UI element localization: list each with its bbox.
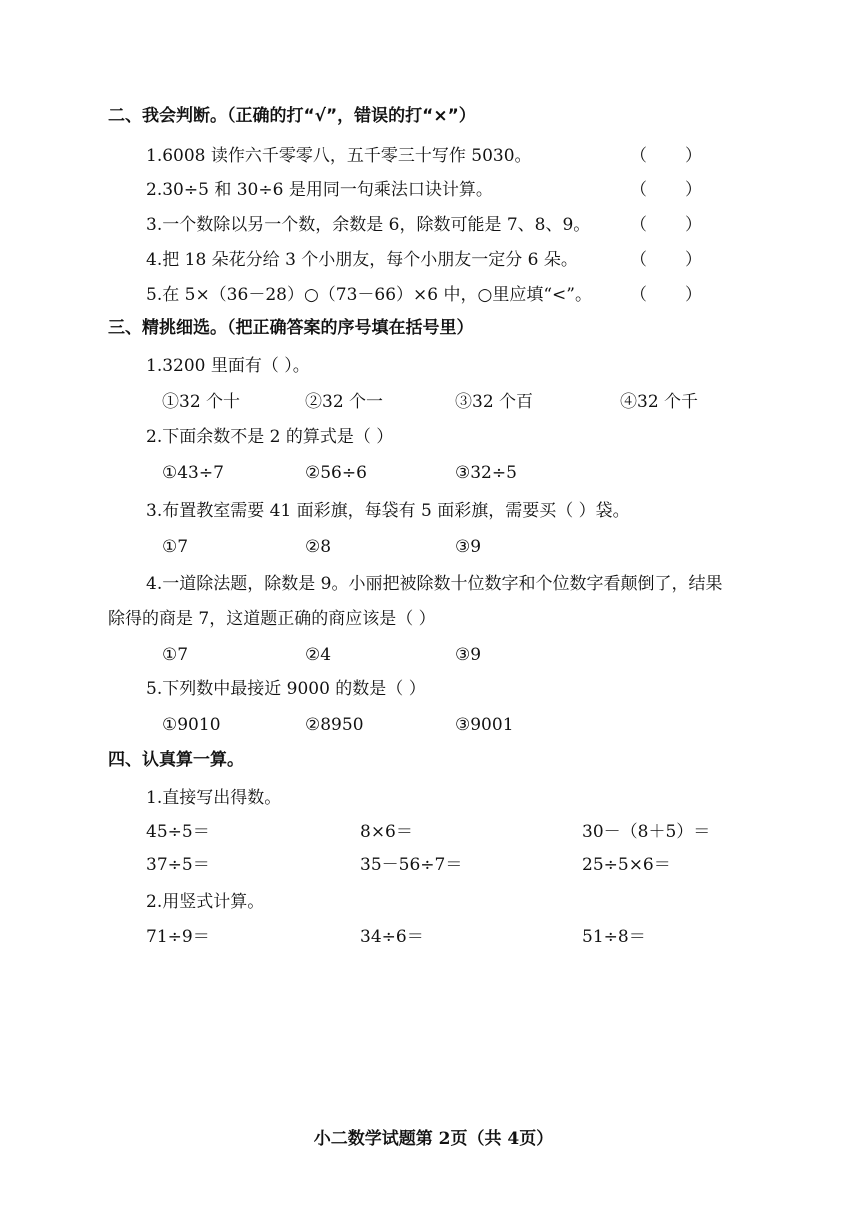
page-footer: 小二数学试题第 2页（共 4页） [313, 1129, 554, 1149]
paren-left: （ [630, 250, 647, 270]
answer-paren-5[interactable] [630, 283, 702, 307]
choice-q3-option-1: ①7 [162, 537, 189, 557]
section2-title: 二、我会判断。（正确的打“√”，错误的打“×”） [108, 106, 476, 126]
choice-q2-option-2: ②56÷6 [305, 463, 367, 483]
choice-q4-option-3: ③9 [455, 645, 482, 665]
answer-paren-2[interactable] [630, 178, 702, 202]
choice-q3-option-3: ③9 [455, 537, 482, 557]
choice-q1-option-4: ④32 个千 [620, 392, 699, 412]
choice-q5-option-3: ③9001 [455, 715, 514, 735]
answer-paren-4[interactable] [630, 248, 702, 272]
paren-right: ） [685, 146, 702, 166]
calc-part2-title: 2.用竖式计算。 [146, 892, 265, 912]
section4-title: 四、认真算一算。 [108, 750, 244, 770]
choice-q1-option-2: ②32 个一 [305, 392, 384, 412]
choice-q2-option-1: ①43÷7 [162, 463, 224, 483]
judge-item-5: 5.在 5×（36－28）○（73－66）×6 中，○里应填“<”。 [146, 285, 592, 305]
choice-q5-option-2: ②8950 [305, 715, 364, 735]
choice-q1-option-3: ③32 个百 [455, 392, 534, 412]
paren-right: ） [685, 180, 702, 200]
choice-q4-line2: 除得的商是 7，这道题正确的商应该是（ ） [108, 609, 436, 629]
judge-item-3: 3.一个数除以另一个数，余数是 6，除数可能是 7、8、9。 [146, 215, 591, 235]
judge-item-1: 1.6008 读作六千零零八，五千零三十写作 5030。 [146, 146, 532, 166]
paren-left: （ [630, 146, 647, 166]
calc-row1-item2: 8×6＝ [360, 822, 413, 842]
choice-q4-option-2: ②4 [305, 645, 332, 665]
choice-q1: 1.3200 里面有（ ）。 [146, 356, 310, 376]
calc-row3-item1: 71÷9＝ [146, 927, 210, 947]
choice-q3: 3.布置教室需要 41 面彩旗，每袋有 5 面彩旗，需要买（ ）袋。 [146, 501, 630, 521]
choice-q2-option-3: ③32÷5 [455, 463, 517, 483]
judge-item-4: 4.把 18 朵花分给 3 个小朋友，每个小朋友一定分 6 朵。 [146, 250, 578, 270]
calc-row2-item1: 37÷5＝ [146, 855, 210, 875]
paren-left: （ [630, 285, 647, 305]
choice-q2: 2.下面余数不是 2 的算式是（ ） [146, 427, 394, 447]
calc-row1-item1: 45÷5＝ [146, 822, 210, 842]
calc-row3-item2: 34÷6＝ [360, 927, 424, 947]
answer-paren-1[interactable] [630, 144, 702, 168]
paren-right: ） [685, 250, 702, 270]
paren-left: （ [630, 180, 647, 200]
choice-q5-option-1: ①9010 [162, 715, 221, 735]
choice-q1-option-1: ①32 个十 [162, 392, 241, 412]
calc-row2-item2: 35－56÷7＝ [360, 855, 463, 875]
calc-row3-item3: 51÷8＝ [582, 927, 646, 947]
judge-item-2: 2.30÷5 和 30÷6 是用同一句乘法口诀计算。 [146, 180, 493, 200]
paren-right: ） [685, 285, 702, 305]
choice-q4-option-1: ①7 [162, 645, 189, 665]
section3-title: 三、精挑细选。（把正确答案的序号填在括号里） [108, 318, 474, 338]
calc-part1-title: 1.直接写出得数。 [146, 788, 282, 808]
paren-left: （ [630, 215, 647, 235]
answer-paren-3[interactable] [630, 213, 702, 237]
choice-q3-option-2: ②8 [305, 537, 332, 557]
choice-q5: 5.下列数中最接近 9000 的数是（ ） [146, 679, 426, 699]
calc-row2-item3: 25÷5×6＝ [582, 855, 671, 875]
choice-q4-line1: 4.一道除法题，除数是 9。小丽把被除数十位数字和个位数字看颠倒了，结果 [146, 574, 723, 594]
calc-row1-item3: 30－（8＋5）＝ [582, 822, 711, 842]
paren-right: ） [685, 215, 702, 235]
